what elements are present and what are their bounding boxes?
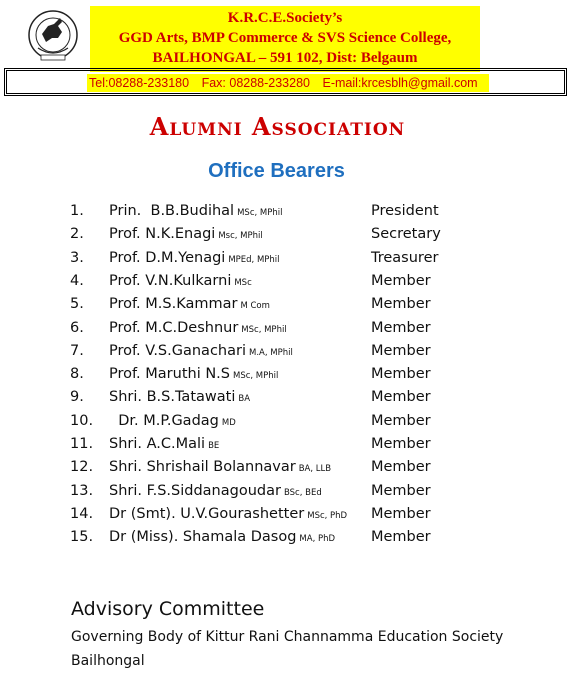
list-item (0, 200, 575, 222)
fax: Fax: 08288-233280 (201, 76, 310, 90)
member-role: Member (371, 389, 431, 406)
member-number: 14. (70, 505, 94, 522)
college-address: BAILHONGAL – 591 102, Dist: Belgaum (152, 50, 418, 66)
member-role: Member (371, 459, 431, 476)
member-name: Prin. B.B.Budihal (109, 203, 235, 219)
member-number: 3. (70, 249, 84, 266)
member-name: Prof. D.M.Yenagi (109, 249, 226, 266)
member-name-block (109, 503, 347, 527)
member-qualification: MD (221, 417, 236, 428)
member-name-block (109, 386, 250, 410)
list-item (0, 223, 575, 245)
society-logo-icon (24, 4, 82, 62)
member-role: Treasurer (371, 249, 439, 266)
member-name: Shri. A.C.Mali (109, 436, 206, 452)
member-name: Prof. V.N.Kulkarni (109, 272, 232, 289)
list-item (0, 456, 575, 478)
member-qualification: MA, PhD (299, 534, 336, 545)
member-role: Member (371, 296, 431, 313)
member-name: Shri. B.S.Tatawati (109, 389, 236, 406)
member-name-block (109, 200, 282, 224)
advisory-line-1: Governing Body of Kittur Rani Channamma Education Society (71, 629, 504, 645)
member-number: 12. (70, 459, 94, 476)
member-qualification: BA, LLB (298, 464, 332, 475)
member-name-block (109, 340, 293, 364)
member-qualification: BSc, BEd (283, 487, 322, 498)
member-number: 5. (70, 296, 84, 313)
college-header (90, 6, 480, 72)
list-item (0, 317, 575, 339)
member-name: Shri. F.S.Siddanagoudar (109, 482, 281, 499)
member-number: 1. (70, 203, 84, 219)
list-item (0, 270, 575, 292)
member-name: Prof. N.K.Enagi (109, 226, 216, 243)
member-name-block (109, 526, 335, 550)
advisory-title: Advisory Committee (71, 598, 265, 620)
member-qualification: MPEd, MPhil (228, 254, 280, 265)
member-number: 4. (70, 272, 84, 289)
member-name-block (109, 480, 322, 504)
member-name-block (109, 270, 252, 294)
member-number: 13. (70, 482, 94, 499)
member-qualification: BA (238, 394, 251, 405)
member-number: 10. (70, 412, 94, 429)
member-name: Prof. M.C.Deshnur (109, 319, 239, 336)
member-qualification: MSc, MPhil (237, 208, 283, 218)
member-number: 15. (70, 529, 94, 546)
list-item (0, 480, 575, 502)
member-qualification: MSc (234, 277, 252, 288)
list-item (0, 293, 575, 315)
member-number: 8. (70, 366, 84, 383)
member-name-block (109, 433, 219, 457)
member-role: President (371, 203, 439, 219)
member-number: 11. (70, 436, 94, 452)
member-role: Member (371, 366, 431, 383)
list-item (0, 363, 575, 385)
contact-box (4, 68, 567, 96)
member-role: Member (371, 319, 431, 336)
member-name: Shri. Shrishail Bolannavar (109, 459, 296, 476)
member-qualification: BE (208, 441, 220, 451)
email: E-mail:krcesblh@gmail.com (322, 76, 478, 90)
member-name: Dr (Miss). Shamala Dasog (109, 529, 297, 546)
member-qualification: M.A, MPhil (248, 347, 293, 358)
member-role: Member (371, 482, 431, 499)
list-item (0, 433, 575, 455)
list-item (0, 386, 575, 408)
member-qualification: MSc, PhD (307, 510, 348, 521)
telephone: Tel:08288-233180 (89, 76, 190, 90)
list-item (0, 526, 575, 548)
member-name: Prof. V.S.Ganachari (109, 342, 246, 359)
list-item (0, 503, 575, 525)
member-name-block (109, 247, 280, 271)
list-item (0, 247, 575, 269)
college-name: GGD Arts, BMP Commerce & SVS Science College, (118, 30, 452, 46)
member-name-block (109, 293, 270, 317)
member-name: Prof. M.S.Kammar (109, 296, 238, 313)
member-role: Member (371, 412, 431, 429)
member-role: Member (371, 529, 431, 546)
member-number: 7. (70, 342, 84, 359)
member-qualification: MSc, MPhil (241, 324, 287, 335)
list-item (0, 410, 575, 432)
member-role: Member (371, 272, 431, 289)
member-role: Member (371, 342, 431, 359)
section-title: Office Bearers (208, 160, 345, 182)
society-name: K.R.C.E.Society’s (227, 10, 343, 26)
list-item (0, 340, 575, 362)
member-qualification: Msc, MPhil (218, 231, 263, 242)
member-name: Prof. Maruthi N.S (109, 366, 230, 383)
member-number: 9. (70, 389, 84, 406)
member-role: Member (371, 436, 431, 452)
contact-line (87, 74, 489, 92)
member-role: Secretary (371, 226, 441, 243)
member-name: Dr (Smt). U.V.Gourashetter (109, 505, 305, 522)
member-name-block (109, 223, 263, 247)
member-name-block (109, 317, 287, 341)
member-name-block (109, 410, 236, 434)
advisory-line-2: Bailhongal (71, 653, 145, 669)
member-number: 6. (70, 319, 84, 336)
member-number: 2. (70, 226, 84, 243)
member-qualification: MSc, MPhil (233, 371, 279, 382)
member-name: Dr. M.P.Gadag (109, 412, 219, 429)
member-name-block (109, 456, 331, 480)
member-role: Member (371, 505, 431, 522)
member-qualification: M Com (240, 301, 270, 312)
member-name-block (109, 363, 278, 387)
page-title: Alumni Association (149, 112, 406, 141)
